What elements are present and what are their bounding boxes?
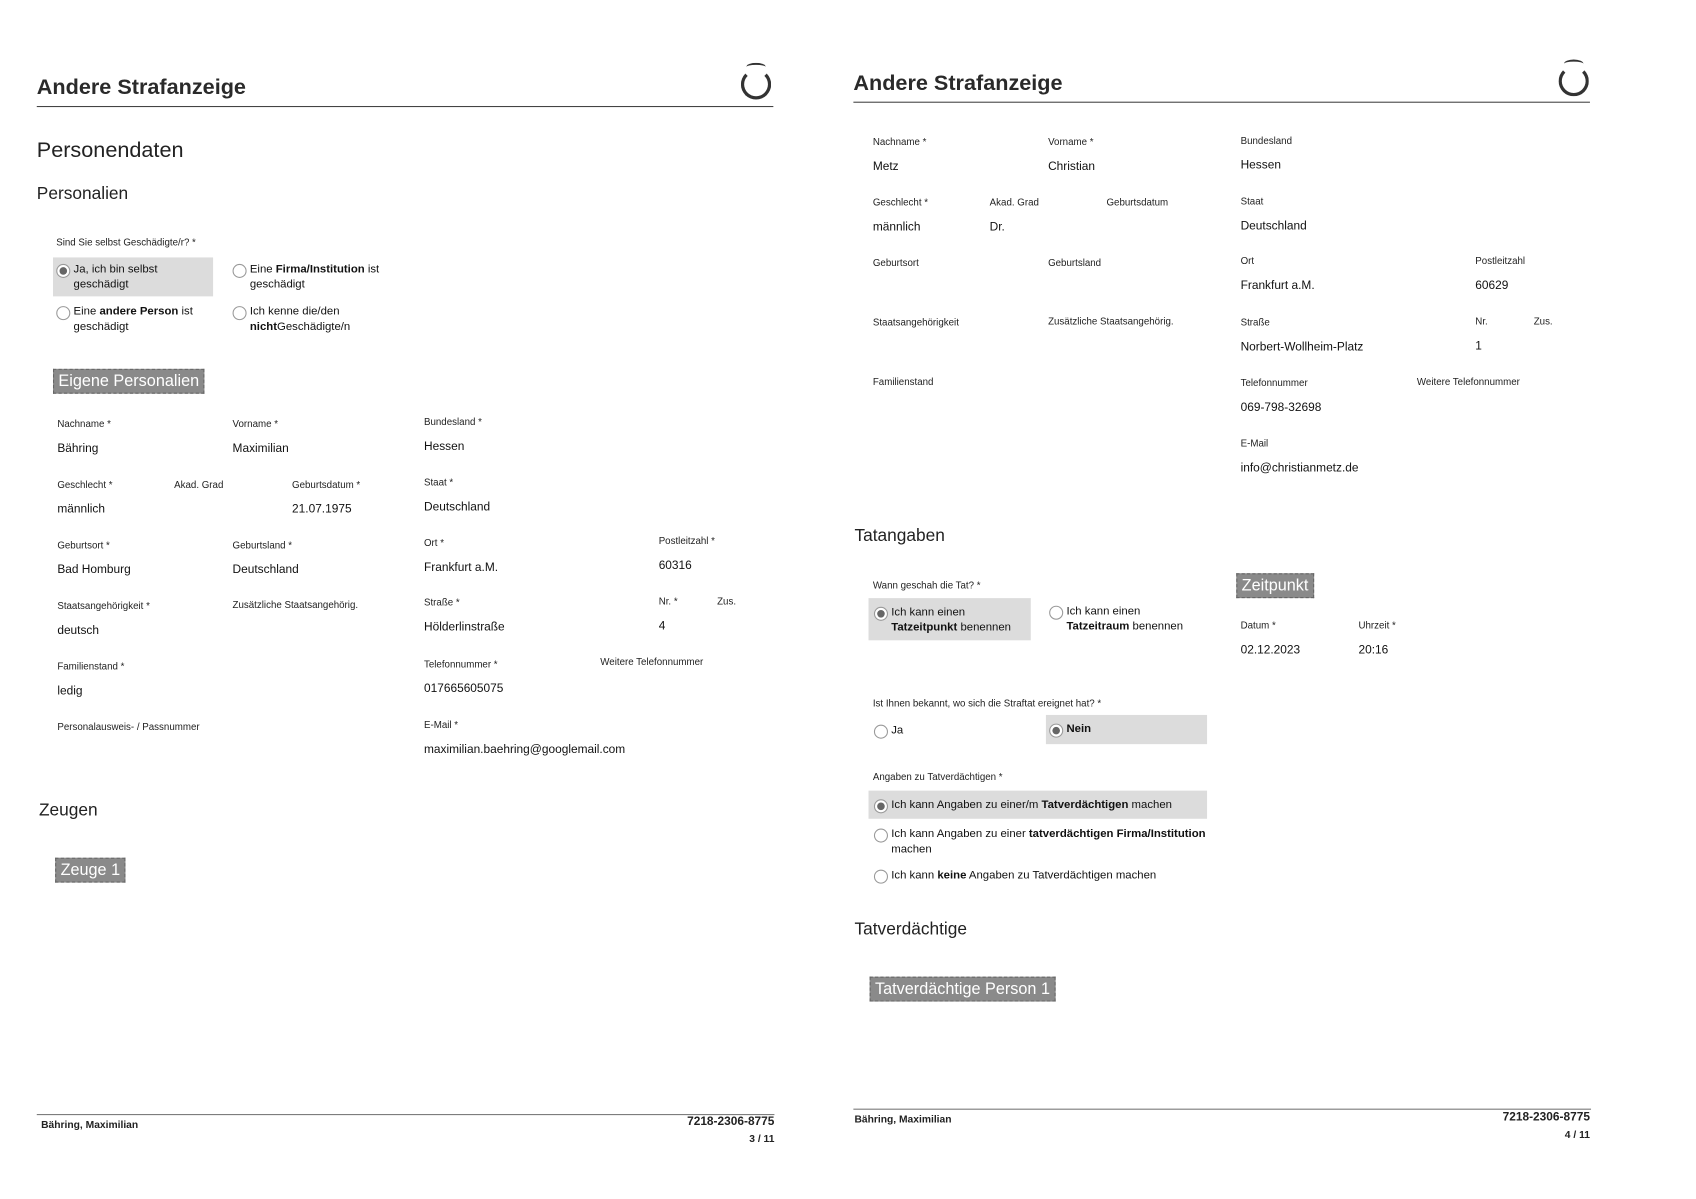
field-label: Staat * bbox=[423, 476, 454, 488]
radio-button[interactable] bbox=[56, 264, 70, 278]
option-text: Tatzeitpunkt bbox=[891, 620, 958, 634]
radio-button[interactable] bbox=[233, 264, 247, 278]
field-label: Nr. * bbox=[658, 595, 678, 607]
field-label: E-Mail bbox=[1240, 438, 1269, 449]
footer-case-number: 7218-2306-8775 bbox=[687, 1115, 775, 1129]
field-label: Akad. Grad bbox=[174, 479, 224, 490]
field-input[interactable] bbox=[1048, 340, 1113, 355]
option-when-1[interactable] bbox=[1066, 604, 1183, 634]
option-text: machen bbox=[891, 842, 932, 856]
when-question: Wann geschah die Tat? * bbox=[872, 579, 981, 591]
field-label: Nachname * bbox=[872, 136, 927, 148]
field-input[interactable] bbox=[600, 680, 665, 695]
option-text: geschädigt bbox=[249, 277, 305, 291]
footer-divider bbox=[37, 1114, 775, 1115]
radio-button[interactable] bbox=[874, 607, 888, 621]
field-label: Bundesland * bbox=[423, 416, 482, 428]
option-text: Ich kenne die/den bbox=[249, 305, 340, 318]
option-text: Ich kann bbox=[891, 868, 938, 882]
field-input[interactable] bbox=[873, 341, 938, 356]
option-suspect-0[interactable] bbox=[891, 797, 1172, 812]
field-label: Postleitzahl * bbox=[658, 535, 715, 547]
field-label: Nr. bbox=[1475, 315, 1488, 327]
footer-divider bbox=[853, 1109, 1591, 1110]
field-input[interactable] bbox=[174, 503, 239, 518]
field-input[interactable]: Maximilian bbox=[232, 442, 289, 456]
field-label: Geschlecht * bbox=[872, 196, 929, 208]
field-label: Personalausweis- / Passnummer bbox=[57, 721, 200, 733]
where-question: Ist Ihnen bekannt, wo sich die Straftat ereignet hat? * bbox=[872, 697, 1102, 709]
field-input[interactable] bbox=[1417, 400, 1482, 415]
option-victim-2[interactable] bbox=[74, 304, 193, 334]
field-input[interactable] bbox=[873, 281, 938, 296]
radio-button[interactable] bbox=[874, 829, 888, 843]
field-label: Telefonnummer * bbox=[423, 658, 498, 670]
option-victim-3[interactable] bbox=[250, 304, 350, 334]
date-field[interactable]: 02.12.2023 bbox=[1240, 643, 1301, 657]
option-text: Geschädigte/n bbox=[276, 320, 351, 334]
field-input[interactable]: 1 bbox=[1475, 339, 1482, 353]
radio-button[interactable] bbox=[874, 725, 888, 739]
option-text: keine bbox=[937, 868, 967, 882]
suspect-person-1-tab[interactable]: Tatverdächtige Person 1 bbox=[870, 977, 1056, 1002]
option-text: benennen bbox=[957, 620, 1011, 634]
field-input[interactable]: 60629 bbox=[1475, 279, 1509, 293]
field-input[interactable]: ledig bbox=[57, 684, 83, 698]
option-text: Tatzeitraum bbox=[1066, 619, 1130, 633]
field-input[interactable]: info@christianmetz.de bbox=[1240, 461, 1359, 475]
field-input[interactable]: Bad Homburg bbox=[57, 563, 131, 577]
option-text: Ich kann einen bbox=[891, 605, 966, 619]
option-text: andere Person bbox=[99, 305, 179, 318]
section-heading: Personendaten bbox=[36, 138, 184, 163]
footer-page-number: 3 / 11 bbox=[749, 1133, 775, 1146]
radio-button[interactable] bbox=[874, 799, 888, 813]
option-when-0[interactable] bbox=[891, 605, 1011, 635]
field-input[interactable] bbox=[233, 623, 298, 638]
option-text: ist bbox=[178, 305, 193, 318]
field-label: Zus. bbox=[1533, 315, 1553, 327]
field-input[interactable]: Frankfurt a.M. bbox=[1240, 279, 1315, 293]
page-title: Andere Strafanzeige bbox=[853, 71, 1063, 96]
option-text: Eine bbox=[73, 305, 100, 318]
police-logo-icon bbox=[741, 69, 771, 99]
field-input[interactable]: Hessen bbox=[423, 440, 465, 454]
field-label: Vorname * bbox=[232, 418, 279, 430]
field-label: Geburtsland * bbox=[232, 539, 293, 551]
field-input[interactable] bbox=[1048, 281, 1113, 296]
field-label: Akad. Grad bbox=[989, 196, 1039, 208]
witnesses-heading: Zeugen bbox=[38, 801, 98, 820]
field-input[interactable]: Bähring bbox=[57, 442, 99, 456]
option-victim-1[interactable] bbox=[250, 262, 379, 292]
field-input[interactable]: 069-798-32698 bbox=[1240, 401, 1322, 415]
field-label: E-Mail * bbox=[423, 719, 459, 731]
option-text: machen bbox=[1128, 798, 1172, 812]
field-input[interactable]: Deutschland bbox=[423, 500, 491, 514]
field-input[interactable]: Christian bbox=[1048, 160, 1096, 174]
field-label: Geburtsdatum * bbox=[292, 479, 361, 490]
option-text: Ich kann einen bbox=[1066, 604, 1141, 618]
radio-button[interactable] bbox=[1049, 606, 1063, 620]
option-text: benennen bbox=[1129, 619, 1184, 633]
field-label: Bundesland bbox=[1240, 135, 1293, 147]
field-label: Ort * bbox=[423, 537, 445, 549]
field-label: Nachname * bbox=[57, 418, 111, 430]
question-label: Sind Sie selbst Geschädigte/r? * bbox=[56, 236, 196, 248]
date-label: Datum * bbox=[1240, 619, 1276, 631]
option-text: tatverdächtigen Firma/Institution bbox=[1028, 827, 1206, 841]
field-input[interactable] bbox=[717, 620, 782, 635]
footer-name: Bähring, Maximilian bbox=[854, 1114, 952, 1126]
option-text: Firma/Institution bbox=[275, 262, 365, 276]
footer-case-number: 7218-2306-8775 bbox=[1502, 1110, 1590, 1124]
field-label: Staat bbox=[1240, 195, 1264, 207]
field-input[interactable]: männlich bbox=[872, 220, 921, 234]
field-input[interactable]: Norbert-Wollheim-Platz bbox=[1240, 340, 1364, 354]
eigene-personalien-tab[interactable]: Eigene Personalien bbox=[53, 369, 205, 394]
field-input[interactable]: Dr. bbox=[989, 220, 1005, 234]
option-text: Tatverdächtigen bbox=[1041, 798, 1129, 812]
option-text: Ja, ich bin selbst bbox=[73, 262, 158, 276]
field-input[interactable] bbox=[57, 745, 122, 760]
field-input[interactable] bbox=[1534, 340, 1599, 355]
field-label: Staatsangehörigkeit * bbox=[57, 600, 150, 612]
field-label: Vorname * bbox=[1048, 136, 1094, 148]
suspects-heading: Tatverdächtige bbox=[854, 920, 968, 939]
subsection-heading: Personalien bbox=[36, 184, 129, 204]
field-input[interactable]: Metz bbox=[872, 160, 899, 174]
field-label: Postleitzahl bbox=[1475, 255, 1526, 267]
zeitpunkt-tab[interactable]: Zeitpunkt bbox=[1236, 573, 1314, 598]
field-label: Geburtsland bbox=[1048, 257, 1102, 269]
field-label: Geburtsdatum bbox=[1106, 196, 1169, 208]
option-where-1[interactable]: Nein bbox=[1066, 722, 1092, 736]
field-label: Zusätzliche Staatsangehörig. bbox=[1048, 315, 1174, 327]
suspect-question: Angaben zu Tatverdächtigen * bbox=[872, 771, 1003, 782]
witness-1-tab[interactable]: Zeuge 1 bbox=[55, 858, 125, 883]
field-label: Straße * bbox=[423, 597, 460, 608]
field-input[interactable]: maximilian.baehring@googlemail.com bbox=[423, 743, 626, 757]
footer-page-number: 4 / 11 bbox=[1564, 1129, 1590, 1142]
radio-button[interactable] bbox=[233, 306, 247, 320]
field-input[interactable]: 4 bbox=[658, 619, 666, 633]
option-text: Ich kann Angaben zu einer bbox=[891, 827, 1029, 841]
field-label: Geschlecht * bbox=[57, 479, 113, 490]
field-label: Familienstand bbox=[872, 376, 934, 388]
field-input[interactable]: männlich bbox=[57, 502, 105, 516]
field-label: Ort bbox=[1240, 255, 1255, 267]
option-text: geschädigt bbox=[73, 320, 129, 334]
field-input[interactable]: 60316 bbox=[658, 559, 692, 573]
field-input[interactable]: 017665605075 bbox=[423, 682, 504, 696]
tatangaben-heading: Tatangaben bbox=[854, 526, 945, 546]
field-label: Weitere Telefonnummer bbox=[600, 656, 704, 668]
option-suspect-2[interactable] bbox=[891, 867, 1156, 882]
option-text: Eine bbox=[249, 262, 276, 276]
field-label: Zus. bbox=[717, 595, 737, 607]
radio-button[interactable] bbox=[56, 306, 70, 320]
footer-name: Bähring, Maximilian bbox=[41, 1119, 139, 1132]
option-text: Ich kann Angaben zu einer/m bbox=[891, 798, 1042, 812]
option-text: ist bbox=[364, 262, 380, 276]
option-text: geschädigt bbox=[73, 277, 129, 291]
field-input[interactable]: Deutschland bbox=[1240, 219, 1307, 233]
option-suspect-1[interactable] bbox=[891, 826, 1205, 856]
field-label: Zusätzliche Staatsangehörig. bbox=[232, 599, 359, 611]
field-input[interactable]: Frankfurt a.M. bbox=[423, 561, 499, 575]
radio-button[interactable] bbox=[1049, 724, 1063, 738]
field-input[interactable]: 21.07.1975 bbox=[292, 502, 352, 516]
police-logo-icon bbox=[1559, 66, 1589, 96]
field-label: Geburtsort bbox=[872, 257, 919, 269]
page-title: Andere Strafanzeige bbox=[36, 75, 246, 100]
field-input[interactable] bbox=[873, 400, 938, 415]
field-input[interactable]: Hessen bbox=[1240, 158, 1281, 172]
time-field[interactable]: 20:16 bbox=[1358, 643, 1389, 657]
field-label: Familienstand * bbox=[57, 660, 125, 672]
option-victim-0[interactable] bbox=[74, 262, 158, 292]
field-input[interactable]: Deutschland bbox=[232, 563, 299, 577]
radio-button[interactable] bbox=[874, 870, 888, 884]
time-label: Uhrzeit * bbox=[1358, 619, 1396, 631]
option-text: Angaben zu Tatverdächtigen machen bbox=[966, 868, 1157, 882]
divider bbox=[37, 106, 774, 107]
field-label: Staatsangehörigkeit bbox=[872, 316, 959, 328]
divider bbox=[853, 102, 1590, 103]
field-label: Telefonnummer bbox=[1240, 377, 1308, 389]
option-where-0[interactable]: Ja bbox=[891, 723, 904, 737]
field-input[interactable]: deutsch bbox=[57, 624, 100, 638]
field-input[interactable] bbox=[1106, 221, 1171, 236]
field-input[interactable]: Hölderlinstraße bbox=[423, 620, 505, 634]
field-label: Weitere Telefonnummer bbox=[1416, 376, 1520, 388]
field-label: Geburtsort * bbox=[57, 539, 110, 551]
field-label: Straße bbox=[1240, 316, 1270, 328]
option-text: nicht bbox=[249, 320, 277, 334]
